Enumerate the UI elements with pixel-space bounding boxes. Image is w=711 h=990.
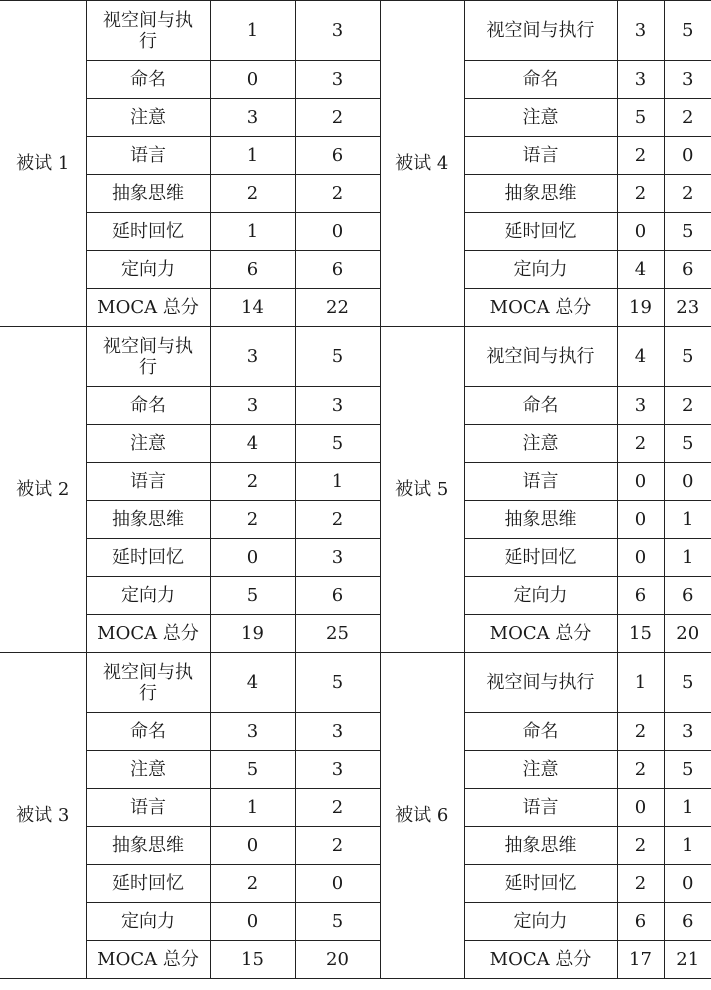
score-value-1: 15 [617, 615, 664, 653]
score-value-2: 0 [664, 865, 711, 903]
item-label: 定向力 [464, 577, 617, 615]
moca-table-right [380, 0, 711, 979]
score-value-1: 2 [210, 175, 295, 213]
score-value-1: 5 [617, 99, 664, 137]
score-value-1: 17 [617, 941, 664, 979]
score-value-1: 1 [210, 213, 295, 251]
score-value-1: 0 [210, 539, 295, 577]
item-label: 视空间与执行 [86, 653, 210, 713]
score-value-2: 3 [664, 713, 711, 751]
item-label: 抽象思维 [464, 175, 617, 213]
score-value-1: 2 [617, 827, 664, 865]
score-value-2: 2 [295, 501, 380, 539]
score-value-2: 5 [295, 327, 380, 387]
subject-label: 被试 5 [380, 327, 464, 653]
item-label: 命名 [464, 61, 617, 99]
item-label: 定向力 [464, 251, 617, 289]
score-value-2: 6 [295, 577, 380, 615]
score-value-1: 2 [617, 751, 664, 789]
score-value-1: 3 [617, 387, 664, 425]
score-value-2: 3 [295, 713, 380, 751]
score-value-2: 2 [295, 827, 380, 865]
score-value-1: 3 [210, 327, 295, 387]
item-label: 抽象思维 [464, 827, 617, 865]
item-label: 抽象思维 [86, 501, 210, 539]
item-label: 命名 [86, 387, 210, 425]
table-row [380, 327, 711, 387]
score-value-2: 0 [664, 463, 711, 501]
score-value-2: 0 [295, 865, 380, 903]
subject-label: 被试 2 [0, 327, 86, 653]
score-value-2: 2 [295, 99, 380, 137]
score-value-1: 1 [210, 137, 295, 175]
score-value-2: 5 [664, 653, 711, 713]
item-label: 语言 [86, 137, 210, 175]
score-value-1: 0 [617, 463, 664, 501]
score-value-1: 3 [210, 713, 295, 751]
score-value-2: 6 [295, 137, 380, 175]
item-label: MOCA 总分 [86, 941, 210, 979]
subject-label: 被试 3 [0, 653, 86, 979]
score-value-2: 2 [664, 175, 711, 213]
item-label: 抽象思维 [86, 827, 210, 865]
table-row [0, 1, 380, 61]
score-value-2: 21 [664, 941, 711, 979]
item-label: 定向力 [86, 577, 210, 615]
score-value-1: 0 [210, 827, 295, 865]
score-value-1: 0 [617, 789, 664, 827]
score-value-1: 4 [617, 251, 664, 289]
item-label: 注意 [464, 751, 617, 789]
item-label: 注意 [86, 425, 210, 463]
score-value-2: 5 [664, 327, 711, 387]
score-value-2: 25 [295, 615, 380, 653]
item-label: 命名 [86, 713, 210, 751]
item-label: 视空间与执行 [464, 327, 617, 387]
score-value-1: 3 [210, 99, 295, 137]
score-value-2: 5 [295, 903, 380, 941]
item-label: 语言 [86, 463, 210, 501]
score-value-1: 2 [617, 175, 664, 213]
score-value-2: 6 [664, 903, 711, 941]
score-value-1: 19 [617, 289, 664, 327]
score-value-2: 1 [664, 789, 711, 827]
score-value-1: 0 [210, 61, 295, 99]
subject-label: 被试 4 [380, 1, 464, 327]
score-value-2: 6 [664, 251, 711, 289]
score-value-1: 4 [617, 327, 664, 387]
item-label: MOCA 总分 [86, 615, 210, 653]
item-label: 注意 [464, 99, 617, 137]
score-value-1: 1 [210, 1, 295, 61]
score-value-1: 2 [617, 137, 664, 175]
table-row [0, 653, 380, 713]
item-label: 语言 [464, 463, 617, 501]
score-value-1: 4 [210, 653, 295, 713]
item-label: 注意 [86, 751, 210, 789]
item-label: 视空间与执行 [86, 1, 210, 61]
score-value-1: 5 [210, 751, 295, 789]
score-value-1: 4 [210, 425, 295, 463]
item-label: 延时回忆 [464, 213, 617, 251]
score-value-1: 2 [210, 463, 295, 501]
item-label: 视空间与执行 [86, 327, 210, 387]
subject-label: 被试 6 [380, 653, 464, 979]
score-value-2: 3 [664, 61, 711, 99]
score-value-1: 2 [617, 425, 664, 463]
item-label: 延时回忆 [86, 539, 210, 577]
item-label: MOCA 总分 [464, 941, 617, 979]
score-value-2: 5 [295, 653, 380, 713]
score-value-1: 3 [617, 61, 664, 99]
score-value-2: 2 [664, 99, 711, 137]
table-row [380, 653, 711, 713]
score-value-2: 2 [295, 789, 380, 827]
score-value-2: 5 [664, 751, 711, 789]
item-label: 延时回忆 [86, 865, 210, 903]
item-label: 注意 [464, 425, 617, 463]
item-label: 定向力 [86, 251, 210, 289]
score-value-2: 23 [664, 289, 711, 327]
table-row [380, 1, 711, 61]
score-value-2: 6 [295, 251, 380, 289]
item-label: 语言 [86, 789, 210, 827]
score-value-2: 5 [664, 425, 711, 463]
score-value-2: 1 [664, 501, 711, 539]
subject-label: 被试 1 [0, 1, 86, 327]
score-value-2: 2 [664, 387, 711, 425]
score-value-1: 0 [617, 501, 664, 539]
score-value-1: 0 [210, 903, 295, 941]
item-label: 命名 [464, 713, 617, 751]
score-value-1: 19 [210, 615, 295, 653]
item-label: 视空间与执行 [464, 653, 617, 713]
item-label: 抽象思维 [86, 175, 210, 213]
score-value-1: 0 [617, 539, 664, 577]
score-value-1: 6 [617, 903, 664, 941]
score-value-2: 1 [664, 539, 711, 577]
score-value-1: 6 [210, 251, 295, 289]
item-label: 延时回忆 [464, 865, 617, 903]
item-label: 抽象思维 [464, 501, 617, 539]
score-value-1: 5 [210, 577, 295, 615]
item-label: 命名 [86, 61, 210, 99]
score-value-2: 0 [664, 137, 711, 175]
score-value-1: 6 [617, 577, 664, 615]
score-value-1: 14 [210, 289, 295, 327]
score-value-1: 0 [617, 213, 664, 251]
score-value-1: 2 [617, 865, 664, 903]
score-value-2: 3 [295, 1, 380, 61]
score-value-2: 3 [295, 387, 380, 425]
score-value-2: 1 [295, 463, 380, 501]
score-value-1: 2 [617, 713, 664, 751]
item-label: MOCA 总分 [464, 615, 617, 653]
score-value-2: 6 [664, 577, 711, 615]
item-label: 定向力 [464, 903, 617, 941]
score-value-1: 1 [617, 653, 664, 713]
score-value-2: 0 [295, 213, 380, 251]
score-value-2: 3 [295, 751, 380, 789]
item-label: 命名 [464, 387, 617, 425]
item-label: 延时回忆 [86, 213, 210, 251]
score-value-2: 5 [664, 213, 711, 251]
score-value-2: 3 [295, 539, 380, 577]
score-value-2: 20 [295, 941, 380, 979]
item-label: 延时回忆 [464, 539, 617, 577]
item-label: MOCA 总分 [86, 289, 210, 327]
item-label: 注意 [86, 99, 210, 137]
item-label: MOCA 总分 [464, 289, 617, 327]
score-value-1: 2 [210, 501, 295, 539]
score-value-2: 22 [295, 289, 380, 327]
item-label: 定向力 [86, 903, 210, 941]
score-value-1: 1 [210, 789, 295, 827]
score-value-1: 15 [210, 941, 295, 979]
table-row [0, 327, 380, 387]
score-value-2: 1 [664, 827, 711, 865]
item-label: 语言 [464, 137, 617, 175]
score-value-2: 5 [664, 1, 711, 61]
item-label: 视空间与执行 [464, 1, 617, 61]
score-value-2: 3 [295, 61, 380, 99]
score-value-2: 5 [295, 425, 380, 463]
score-value-2: 2 [295, 175, 380, 213]
item-label: 语言 [464, 789, 617, 827]
score-value-2: 20 [664, 615, 711, 653]
score-value-1: 2 [210, 865, 295, 903]
score-value-1: 3 [210, 387, 295, 425]
score-value-1: 3 [617, 1, 664, 61]
